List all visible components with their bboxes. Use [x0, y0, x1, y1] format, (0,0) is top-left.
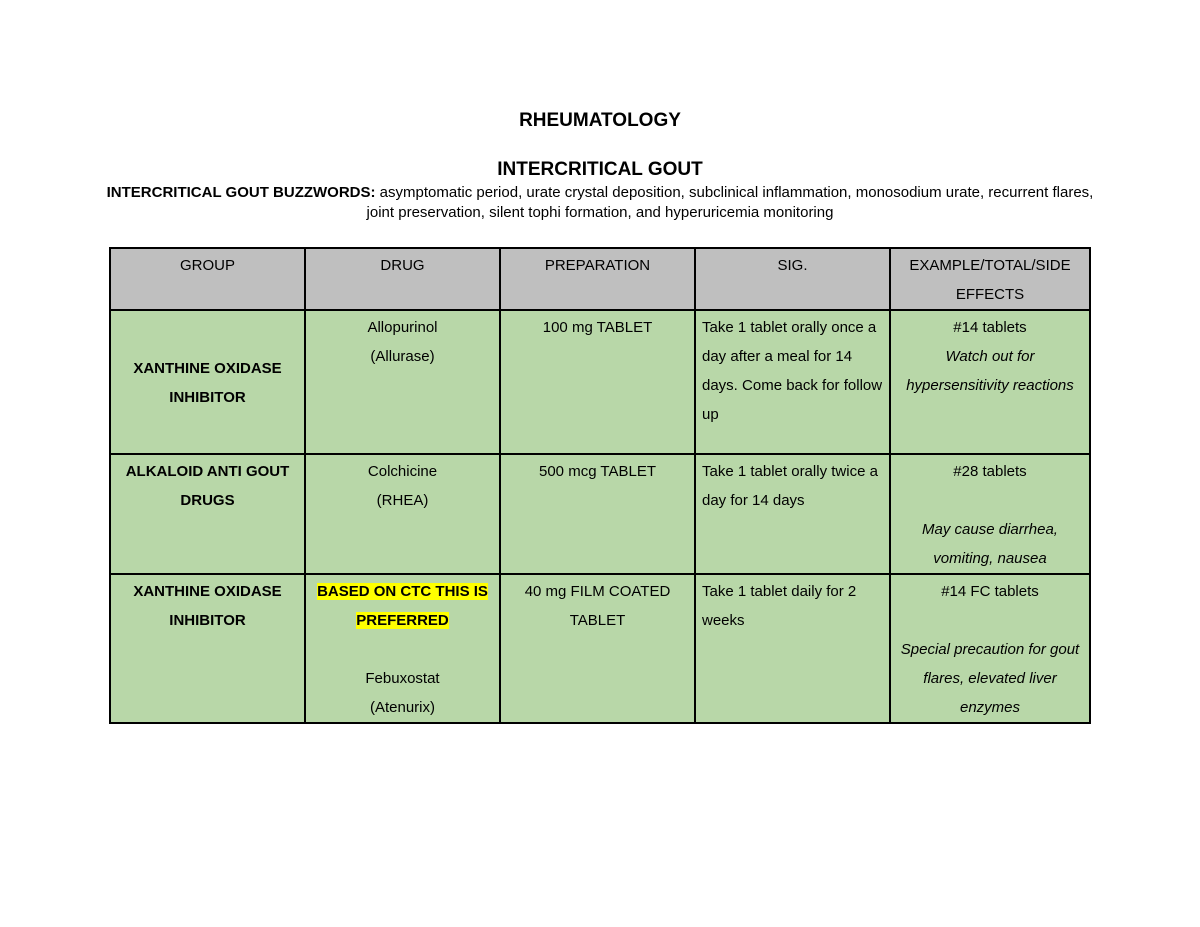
- header-preparation: PREPARATION: [500, 248, 695, 310]
- buzzwords-label: INTERCRITICAL GOUT BUZZWORDS:: [106, 184, 376, 201]
- table-row: [110, 454, 1090, 574]
- example-cell: [890, 454, 1090, 574]
- total-quantity: #28 tablets: [953, 463, 1027, 480]
- side-effects: Watch out for hypersensitivity reactions: [906, 348, 1074, 394]
- preparation-cell: 500 mcg TABLET: [500, 454, 695, 574]
- table-row: [110, 310, 1090, 454]
- drug-cell: [305, 454, 500, 574]
- header-drug: DRUG: [305, 248, 500, 310]
- group-cell: ALKALOID ANTI GOUT DRUGS: [110, 454, 305, 574]
- drug-name: Allopurinol: [367, 319, 438, 336]
- drug-name: Colchicine: [367, 463, 438, 480]
- sig-cell: Take 1 tablet daily for 2 weeks: [695, 574, 890, 723]
- preferred-highlight: BASED ON CTC THIS IS PREFERRED: [317, 583, 488, 629]
- group-cell: XANTHINE OXIDASE INHIBITOR: [110, 574, 305, 723]
- preparation-cell: 100 mg TABLET: [500, 310, 695, 454]
- drug-name: Febuxostat: [365, 670, 440, 687]
- header-group: GROUP: [110, 248, 305, 310]
- drug-brand: (Allurase): [370, 348, 435, 365]
- document-subtitle: INTERCRITICAL GOUT: [497, 159, 703, 180]
- sig-cell: Take 1 tablet orally once a day after a meal for 14 days. Come back for follow up: [695, 310, 890, 454]
- example-cell: [890, 310, 1090, 454]
- group-cell: XANTHINE OXIDASE INHIBITOR: [110, 310, 305, 454]
- preparation-cell: 40 mg FILM COATED TABLET: [500, 574, 695, 723]
- example-cell: [890, 574, 1090, 723]
- sig-cell: Take 1 tablet orally twice a day for 14 days: [695, 454, 890, 574]
- buzzwords-text: asymptomatic period, urate crystal deposition, subclinical inflammation, monosodium urate, recurrent flares, joint preservation, silent tophi formation, and hyperuricemia monitoring: [366, 184, 1094, 221]
- total-quantity: #14 FC tablets: [941, 583, 1039, 600]
- table-row: [110, 574, 1090, 723]
- drug-cell: [305, 310, 500, 454]
- total-quantity: #14 tablets: [953, 319, 1027, 336]
- drug-cell: [305, 574, 500, 723]
- drug-table: [109, 247, 1091, 724]
- document-title: RHEUMATOLOGY: [519, 110, 681, 131]
- header-sig: SIG.: [695, 248, 890, 310]
- table-header-row: [110, 248, 1090, 310]
- drug-brand: (Atenurix): [369, 699, 436, 716]
- header-example: EXAMPLE/TOTAL/SIDE EFFECTS: [890, 248, 1090, 310]
- side-effects: Special precaution for gout flares, elevated liver enzymes: [900, 641, 1080, 716]
- side-effects: May cause diarrhea, vomiting, nausea: [922, 521, 1058, 567]
- drug-brand: (RHEA): [376, 492, 429, 509]
- buzzwords-paragraph: [100, 183, 1100, 223]
